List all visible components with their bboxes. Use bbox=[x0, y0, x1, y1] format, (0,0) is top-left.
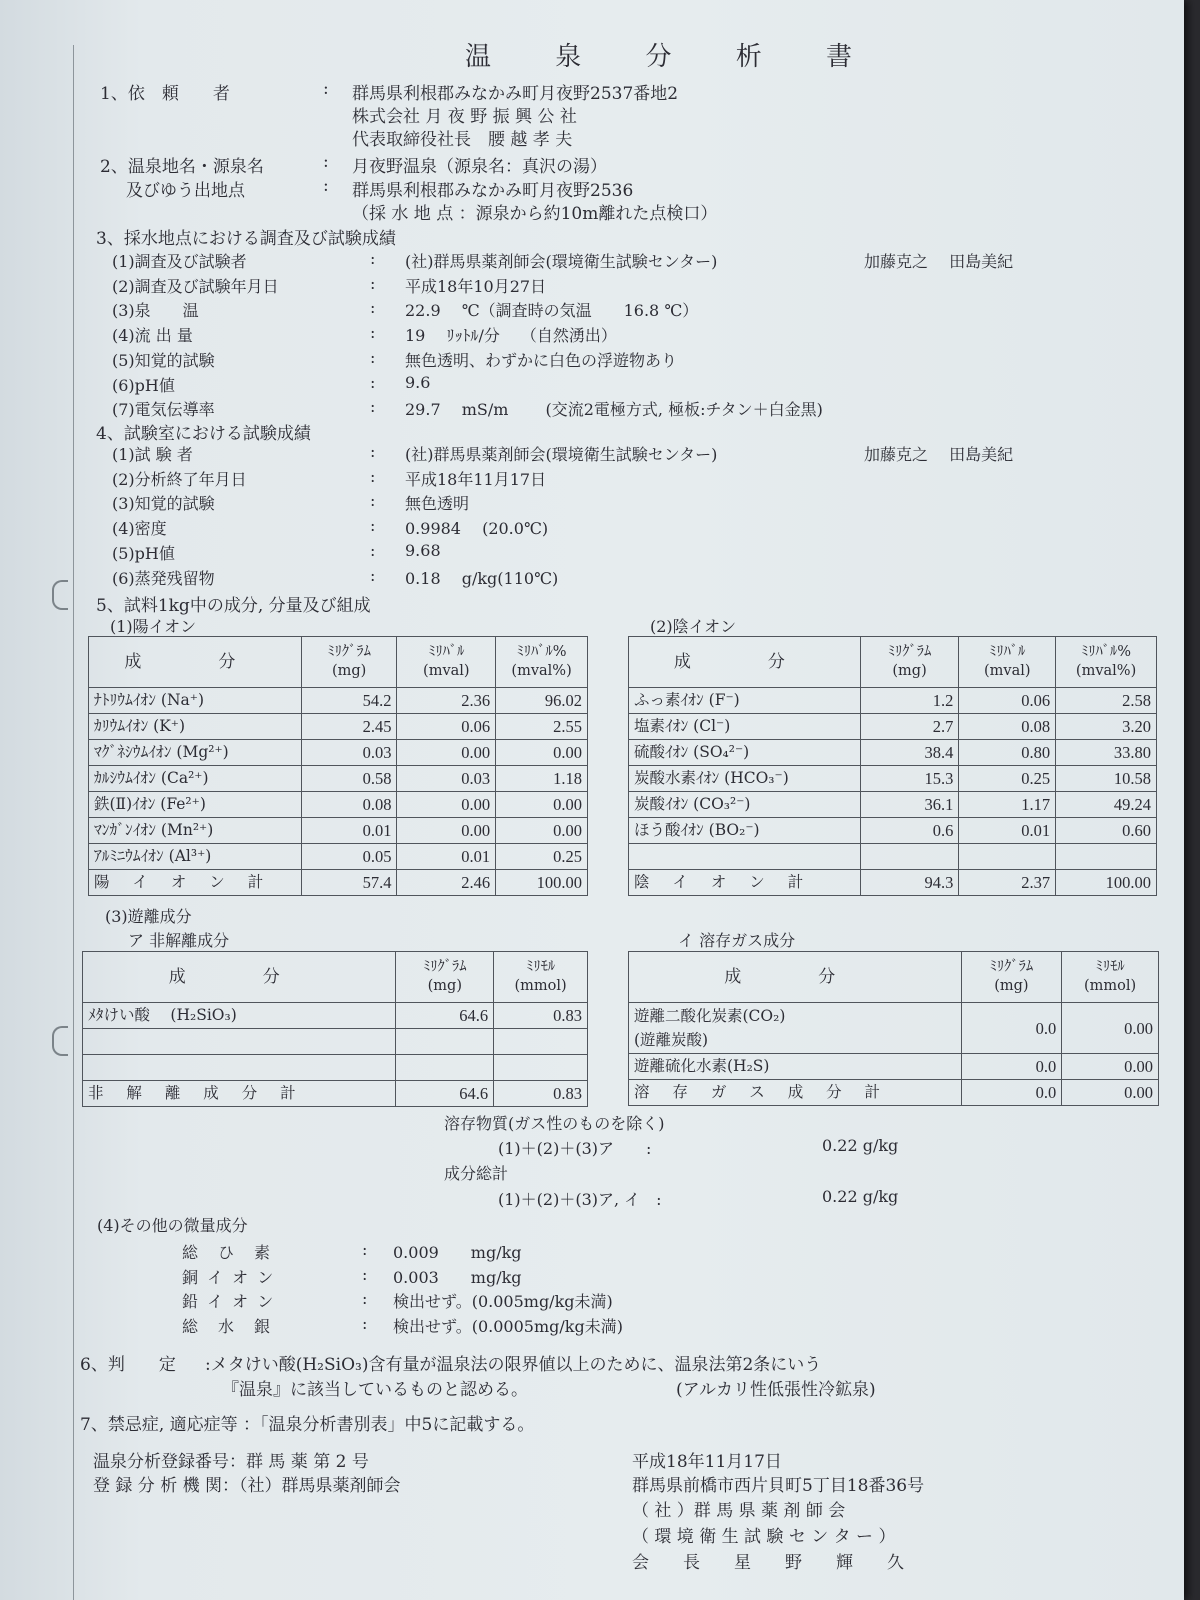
trace-name: 総 ひ 素 bbox=[182, 1243, 273, 1262]
ion-mg: 2.45 bbox=[301, 714, 397, 740]
ion-mval-pct: 33.80 bbox=[1056, 740, 1157, 766]
ion-mg: 0.08 bbox=[301, 792, 397, 818]
table-row bbox=[629, 844, 1157, 870]
trace-value: 0.009 mg/kg bbox=[393, 1243, 522, 1262]
test-item-label: (6)pH値 bbox=[112, 375, 175, 395]
trace-name: 総 水 銀 bbox=[182, 1316, 273, 1336]
empty-cell bbox=[860, 844, 959, 870]
section-3-heading: 3、採水地点における調査及び試験成績 bbox=[96, 229, 396, 249]
component-mg: 0.0 bbox=[961, 1054, 1062, 1080]
requester-company: 株式会社 月 夜 野 振 興 公 社 bbox=[352, 107, 577, 127]
spring-location: 群馬県利根郡みなかみ町月夜野2536 bbox=[352, 181, 634, 201]
table-row bbox=[629, 714, 1157, 740]
test-item-label: (5)知覚的試験 bbox=[112, 350, 215, 370]
registered-organization: 登 録 分 析 機 関：（社）群馬県薬剤師会 bbox=[93, 1476, 401, 1496]
registration-number: 温泉分析登録番号：群 馬 薬 第 2 号 bbox=[93, 1452, 369, 1472]
ion-mval-pct: 96.02 bbox=[496, 688, 588, 714]
colon: : bbox=[362, 1264, 368, 1284]
gas-name: 遊離二酸化炭素(CO₂) bbox=[634, 1007, 786, 1025]
test-item-value: 無色透明、わずかに白色の浮遊物あり bbox=[405, 350, 678, 370]
table-header-row bbox=[89, 637, 588, 688]
col-header-mval: ﾐﾘﾊﾞﾙ (mval) bbox=[959, 637, 1056, 688]
dissolved-gas-heading: イ 溶存ガス成分 bbox=[678, 931, 796, 950]
ion-mval: 0.00 bbox=[397, 740, 496, 766]
colon: : bbox=[370, 491, 376, 511]
ion-name: 鉄(Ⅱ)ｲｵﾝ (Fe²⁺) bbox=[89, 792, 302, 818]
ion-mval: 2.36 bbox=[397, 688, 496, 714]
table-header-row bbox=[629, 952, 1159, 1003]
colon: : bbox=[370, 249, 376, 268]
test-item-value: 平成18年10月27日 bbox=[405, 276, 547, 296]
ion-mval-pct: 10.58 bbox=[1056, 766, 1157, 792]
ion-mg: 2.7 bbox=[860, 714, 959, 740]
total-label: 溶 存 ガ ス 成 分 計 bbox=[629, 1080, 962, 1106]
table-total-row bbox=[629, 870, 1157, 896]
col-header-mg: ﾐﾘｸﾞﾗﾑ (mg) bbox=[961, 952, 1062, 1003]
total-label: 陰 イ オ ン 計 bbox=[629, 870, 861, 896]
table-row bbox=[629, 818, 1157, 844]
colon: : bbox=[323, 176, 329, 196]
table-header-row bbox=[629, 637, 1157, 688]
col-header-mmol: ﾐﾘﾓﾙ (mmol) bbox=[494, 952, 588, 1003]
ion-mg: 0.03 bbox=[301, 740, 397, 766]
table-row bbox=[89, 792, 588, 818]
cation-heading: (1)陽イオン bbox=[110, 617, 197, 636]
empty-cell bbox=[1056, 844, 1157, 870]
ion-name: ﾅﾄﾘｳﾑｲｵﾝ (Na⁺) bbox=[89, 688, 302, 714]
component-name bbox=[629, 1003, 962, 1054]
trace-value: 検出せず。(0.005mg/kg未満) bbox=[393, 1292, 613, 1311]
colon: : bbox=[370, 565, 376, 585]
test-item-value: 0.18 g/kg(110℃) bbox=[405, 568, 559, 588]
ion-name: ほう酸ｲｵﾝ (BO₂⁻) bbox=[629, 818, 861, 844]
ion-mval-pct: 3.20 bbox=[1056, 714, 1157, 740]
dissolved-matter-label: 溶存物質(ガス性のものを除く) bbox=[444, 1114, 665, 1133]
test-item-label: (4)流 出 量 bbox=[112, 326, 193, 346]
col-header-mg: ﾐﾘｸﾞﾗﾑ (mg) bbox=[860, 637, 959, 688]
requester-representative: 代表取締役社長 腰 越 孝 夫 bbox=[352, 130, 573, 150]
judgement-label: 6、判 定 bbox=[80, 1355, 176, 1375]
colon: : bbox=[370, 442, 376, 461]
contraindications: 7、禁忌症, 適応症等 ：「温泉分析書別表」中5に記載する。 bbox=[80, 1415, 535, 1435]
component-mmol: 0.83 bbox=[494, 1003, 588, 1029]
empty-cell bbox=[494, 1029, 588, 1055]
ion-mval: 0.06 bbox=[397, 714, 496, 740]
margin-rule bbox=[73, 45, 74, 1600]
ion-name: ﾏﾝｶﾞﾝｲｵﾝ (Mn²⁺) bbox=[89, 818, 302, 844]
table-row bbox=[83, 1029, 588, 1055]
anion-heading: (2)陰イオン bbox=[650, 617, 737, 636]
table-row bbox=[83, 1003, 588, 1029]
colon: : bbox=[362, 1313, 368, 1333]
component-name: ﾒﾀけい酸 (H₂SiO₃) bbox=[83, 1003, 396, 1029]
test-item-value: 0.9984 (20.0℃) bbox=[405, 519, 549, 539]
binder-clip-mark bbox=[52, 1026, 68, 1056]
component-mg: 64.6 bbox=[396, 1003, 494, 1029]
ion-name: 硫酸ｲｵﾝ (SO₄²⁻) bbox=[629, 740, 861, 766]
judgement-line-1: :メタけい酸(H₂SiO₃)含有量が温泉法の限界値以上のために、温泉法第2条にいう bbox=[205, 1355, 822, 1375]
spring-name-label: 2、温泉地名・源泉名 bbox=[100, 157, 264, 177]
table-total-row bbox=[83, 1081, 588, 1107]
binder-clip-mark bbox=[52, 580, 68, 610]
empty-cell bbox=[83, 1055, 396, 1081]
table-header-row bbox=[83, 952, 588, 1003]
spring-name: 月夜野温泉（源泉名：真沢の湯） bbox=[352, 157, 607, 177]
col-header-name: 成 分 bbox=[89, 637, 302, 688]
empty-cell bbox=[959, 844, 1056, 870]
table-row bbox=[629, 766, 1157, 792]
ion-mg: 0.05 bbox=[301, 844, 397, 870]
empty-cell bbox=[629, 844, 861, 870]
test-item-label: (7)電気伝導率 bbox=[112, 400, 215, 420]
ion-mg: 54.2 bbox=[301, 688, 397, 714]
gas-name-alt: (遊離炭酸) bbox=[634, 1031, 709, 1049]
table-row bbox=[629, 1003, 1159, 1054]
test-item-value: 9.6 bbox=[405, 372, 431, 392]
total-formula: (1)＋(2)＋(3)ア, イ : bbox=[498, 1190, 662, 1209]
col-header-mval: ﾐﾘﾊﾞﾙ (mval) bbox=[397, 637, 496, 688]
nondissociated-table bbox=[82, 951, 588, 1107]
ion-mval: 0.08 bbox=[959, 714, 1056, 740]
free-components-heading: (3)遊離成分 bbox=[105, 907, 192, 926]
table-row bbox=[89, 844, 588, 870]
issue-date: 平成18年11月17日 bbox=[632, 1452, 782, 1472]
ion-name: ｱﾙﾐﾆｳﾑｲｵﾝ (Al³⁺) bbox=[89, 844, 302, 870]
ion-mval: 0.80 bbox=[959, 740, 1056, 766]
ion-mval-pct: 2.55 bbox=[496, 714, 588, 740]
col-header-mg: ﾐﾘｸﾞﾗﾑ (mg) bbox=[301, 637, 397, 688]
empty-cell bbox=[83, 1029, 396, 1055]
cation-table bbox=[88, 636, 588, 896]
ion-mval-pct: 0.00 bbox=[496, 792, 588, 818]
ion-mval: 1.17 bbox=[959, 792, 1056, 818]
table-total-row bbox=[629, 1080, 1159, 1106]
col-header-name: 成 分 bbox=[83, 952, 396, 1003]
empty-cell bbox=[494, 1055, 588, 1081]
organization-subname: （ 環 境 衛 生 試 験 セ ン タ ー ） bbox=[632, 1527, 896, 1547]
table-row bbox=[629, 792, 1157, 818]
ion-name: ﾏｸﾞﾈｼｳﾑｲｵﾝ (Mg²⁺) bbox=[89, 740, 302, 766]
component-mg: 0.0 bbox=[961, 1003, 1062, 1054]
ion-mg: 1.2 bbox=[860, 688, 959, 714]
ion-mval-pct: 0.25 bbox=[496, 844, 588, 870]
test-item-label: (4)密度 bbox=[112, 519, 167, 539]
col-header-mmol: ﾐﾘﾓﾙ (mmol) bbox=[1062, 952, 1159, 1003]
colon: : bbox=[370, 273, 376, 293]
test-item-label: (2)分析終了年月日 bbox=[112, 469, 247, 489]
col-header-name: 成 分 bbox=[629, 952, 962, 1003]
table-row bbox=[83, 1055, 588, 1081]
ion-name: ふっ素ｲｵﾝ (F⁻) bbox=[629, 688, 861, 714]
total-label: 非 解 離 成 分 計 bbox=[83, 1081, 396, 1107]
total-mval-pct: 100.00 bbox=[496, 870, 588, 896]
test-item-label: (2)調査及び試験年月日 bbox=[112, 276, 279, 296]
tester-names: 加藤克之 田島美紀 bbox=[864, 445, 1014, 464]
test-item-value: 29.7 mS/m (交流2電極方式, 極板:チタン＋白金黒) bbox=[405, 400, 823, 420]
colon: : bbox=[362, 1289, 368, 1308]
colon: : bbox=[370, 397, 376, 417]
ion-mval-pct: 0.60 bbox=[1056, 818, 1157, 844]
ion-mval: 0.01 bbox=[959, 818, 1056, 844]
test-item-value: 平成18年11月17日 bbox=[405, 469, 547, 489]
table-row bbox=[89, 766, 588, 792]
test-item-value: 19 ﾘｯﾄﾙ/分 （自然湧出） bbox=[405, 326, 617, 346]
section-4-heading: 4、試験室における試験成績 bbox=[96, 424, 311, 444]
table-row bbox=[89, 714, 588, 740]
table-row bbox=[629, 688, 1157, 714]
spring-classification: (アルカリ性低張性冷鉱泉) bbox=[676, 1380, 876, 1400]
total-components-label: 成分総計 bbox=[444, 1164, 509, 1183]
total-mg: 0.0 bbox=[961, 1080, 1062, 1106]
total-mg: 94.3 bbox=[860, 870, 959, 896]
total-mg: 57.4 bbox=[301, 870, 397, 896]
ion-mval: 0.01 bbox=[397, 844, 496, 870]
dissolved-gas-table bbox=[628, 951, 1159, 1106]
table-row bbox=[89, 740, 588, 766]
dissolved-formula: (1)＋(2)＋(3)ア : bbox=[498, 1139, 652, 1158]
sampling-point: （採 水 地 点 ：源泉から約10m離れた点検口） bbox=[352, 204, 718, 224]
test-item-value: (社)群馬県薬剤師会(環境衛生試験センター) bbox=[405, 252, 718, 271]
chairman: 会 長 星 野 輝 久 bbox=[632, 1553, 904, 1573]
col-header-mval-pct: ﾐﾘﾊﾞﾙ% (mval%) bbox=[1056, 637, 1157, 688]
ion-mval: 0.06 bbox=[959, 688, 1056, 714]
ion-name: 炭酸ｲｵﾝ (CO₃²⁻) bbox=[629, 792, 861, 818]
ion-name: ｶﾙｼｳﾑｲｵﾝ (Ca²⁺) bbox=[89, 766, 302, 792]
total-mmol: 0.83 bbox=[494, 1081, 588, 1107]
ion-mval-pct: 1.18 bbox=[496, 766, 588, 792]
colon: : bbox=[370, 298, 376, 318]
total-mmol: 0.00 bbox=[1062, 1080, 1159, 1106]
colon: : bbox=[323, 79, 329, 99]
requester-address: 群馬県利根郡みなかみ町月夜野2537番地2 bbox=[352, 84, 679, 104]
total-label: 陽 イ オ ン 計 bbox=[89, 870, 302, 896]
section-5-heading: 5、試料1kg中の成分, 分量及び組成 bbox=[96, 596, 371, 616]
organization-address: 群馬県前橋市西片貝町5丁目18番36号 bbox=[632, 1476, 925, 1496]
test-item-label: (3)知覚的試験 bbox=[112, 494, 215, 514]
test-item-label: (1)試 験 者 bbox=[112, 445, 193, 464]
ion-mval: 0.03 bbox=[397, 766, 496, 792]
judgement-line-2: 『温泉』に該当しているものと認める。 bbox=[222, 1380, 528, 1400]
table-total-row bbox=[89, 870, 588, 896]
tester-names: 加藤克之 田島美紀 bbox=[864, 252, 1014, 271]
colon: : bbox=[370, 540, 376, 560]
test-item-value: 9.68 bbox=[405, 540, 441, 560]
trace-heading: (4)その他の微量成分 bbox=[97, 1216, 248, 1235]
table-row bbox=[89, 818, 588, 844]
component-mmol: 0.00 bbox=[1062, 1054, 1159, 1080]
empty-cell bbox=[396, 1029, 494, 1055]
table-row bbox=[629, 1054, 1159, 1080]
nondissociated-heading: ア 非解離成分 bbox=[128, 931, 230, 950]
ion-mg: 0.6 bbox=[860, 818, 959, 844]
test-item-label: (5)pH値 bbox=[112, 543, 175, 563]
ion-mval-pct: 0.00 bbox=[496, 818, 588, 844]
dissolved-value: 0.22 g/kg bbox=[822, 1136, 899, 1155]
requester-label: 1、依 頼 者 bbox=[100, 84, 230, 104]
ion-mg: 0.01 bbox=[301, 818, 397, 844]
ion-mval: 0.00 bbox=[397, 818, 496, 844]
colon: : bbox=[370, 347, 376, 367]
colon: : bbox=[323, 152, 329, 172]
ion-name: ｶﾘｳﾑｲｵﾝ (K⁺) bbox=[89, 714, 302, 740]
total-mval-pct: 100.00 bbox=[1056, 870, 1157, 896]
ion-name: 炭酸水素ｲｵﾝ (HCO₃⁻) bbox=[629, 766, 861, 792]
total-mval: 2.37 bbox=[959, 870, 1056, 896]
test-item-value: 無色透明 bbox=[405, 494, 470, 514]
trace-value: 0.003 mg/kg bbox=[393, 1267, 522, 1287]
spring-location-label: 及びゆう出地点 bbox=[126, 181, 245, 201]
trace-name: 鉛 イ オ ン bbox=[182, 1292, 276, 1311]
component-mmol: 0.00 bbox=[1062, 1003, 1159, 1054]
ion-mg: 38.4 bbox=[860, 740, 959, 766]
ion-name: 塩素ｲｵﾝ (Cl⁻) bbox=[629, 714, 861, 740]
component-name: 遊離硫化水素(H₂S) bbox=[629, 1054, 962, 1080]
anion-table bbox=[628, 636, 1157, 896]
test-item-label: (1)調査及び試験者 bbox=[112, 252, 247, 271]
trace-value: 検出せず。(0.0005mg/kg未満) bbox=[393, 1316, 623, 1336]
colon: : bbox=[370, 516, 376, 536]
colon: : bbox=[362, 1240, 368, 1259]
col-header-mval-pct: ﾐﾘﾊﾞﾙ% (mval%) bbox=[496, 637, 588, 688]
ion-mval-pct: 2.58 bbox=[1056, 688, 1157, 714]
table-row bbox=[89, 688, 588, 714]
test-item-label: (6)蒸発残留物 bbox=[112, 568, 215, 588]
test-item-value: 22.9 ℃（調査時の気温 16.8 ℃） bbox=[405, 301, 699, 321]
ion-mval-pct: 0.00 bbox=[496, 740, 588, 766]
organization-name: （ 社 ）群 馬 県 薬 剤 師 会 bbox=[632, 1501, 846, 1521]
ion-mval-pct: 49.24 bbox=[1056, 792, 1157, 818]
total-value: 0.22 g/kg bbox=[822, 1187, 899, 1206]
total-mval: 2.46 bbox=[397, 870, 496, 896]
col-header-name: 成 分 bbox=[629, 637, 861, 688]
page-title: 温 泉 分 析 書 bbox=[465, 42, 881, 72]
ion-mval: 0.25 bbox=[959, 766, 1056, 792]
colon: : bbox=[370, 372, 376, 392]
ion-mg: 36.1 bbox=[860, 792, 959, 818]
trace-name: 銅 イ オ ン bbox=[182, 1267, 276, 1287]
test-item-label: (3)泉 温 bbox=[112, 301, 199, 321]
ion-mg: 15.3 bbox=[860, 766, 959, 792]
colon: : bbox=[370, 323, 376, 343]
empty-cell bbox=[396, 1055, 494, 1081]
colon: : bbox=[370, 466, 376, 486]
col-header-mg: ﾐﾘｸﾞﾗﾑ (mg) bbox=[396, 952, 494, 1003]
ion-mg: 0.58 bbox=[301, 766, 397, 792]
test-item-value: (社)群馬県薬剤師会(環境衛生試験センター) bbox=[405, 445, 718, 464]
total-mg: 64.6 bbox=[396, 1081, 494, 1107]
table-row bbox=[629, 740, 1157, 766]
ion-mval: 0.00 bbox=[397, 792, 496, 818]
